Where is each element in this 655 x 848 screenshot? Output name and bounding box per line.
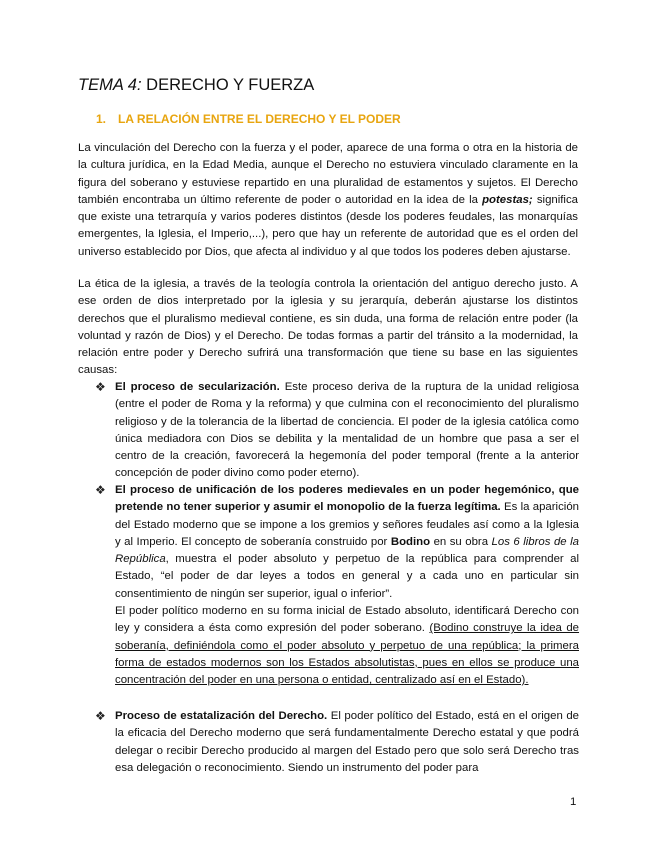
b2-text-a: Es la aparición del Estado moderno que se impone a los gremios y señores feudales así como a la Iglesia y al Imperio. El concepto de soberanía construido por xyxy=(115,501,579,548)
bullet-secularizacion xyxy=(95,379,580,483)
b1-lead: El proceso de secularización. xyxy=(115,381,280,393)
b2-text-b: en su obra xyxy=(430,535,492,548)
section-label: LA RELACIÓN ENTRE EL DERECHO Y EL PODER xyxy=(118,112,401,126)
p1-text-a: La vinculación del Derecho con la fuerza y el poder, aparece de una forma o otra en la historia de la cultura jurídica, en la Edad Media, aunque el Derecho no estuviera vinculado claramente en la figura del soberano y estuviese repartido en una pluralidad de estamentos y sujetos. El Derecho también encontraba un último referente de poder o autoridad en la idea de la xyxy=(78,142,578,206)
paragraph-1 xyxy=(78,140,578,261)
title-main: DERECHO Y FUERZA xyxy=(141,76,315,94)
p1-text-b: significa que existe una tetrarquía y varios poderes distintos (desde los poderes feudales, las monarquías emergentes, la Iglesia, el Imperio,...), pero que hay un referente de autoridad que es el orden del universo establecido por Dios, que afecta al individuo y al que todos los poderes deben ajustarse. xyxy=(78,193,578,258)
b3-lead: Proceso de estatalización del Derecho. xyxy=(115,710,328,722)
bullet-diamond-icon: ❖ xyxy=(95,380,106,394)
b2note-underlined: (Bodino construye la idea de soberanía, definiéndola como el poder absoluto y perpetuo de una república; la primera forma de estados modernos son los Estados absolutistas, pues en ellos se produce una concentración del poder en una persona o entidad, centralizado así en el Estado). xyxy=(115,622,580,686)
b2-lead: El proceso de unificación de los poderes medievales en un poder hegemónico, que pretende no tener superior y asumir el monopolio de la fuerza legítima. xyxy=(115,484,579,514)
paragraph-2: La ética de la iglesia, a través de la teología controla la orientación del antiguo derecho justo. A ese orden de dios interpretado por la iglesia y su jerarquía, deberán ajustarse los distintos derechos que el pluralismo medieval contiene, es sin duda, una forma de relación entre poder (la voluntad y razón de Dios) y el Derecho. De todas formas a partir del tránsito a la modernidad, la relación entre poder y Derecho sufrirá una transformación que tiene su base en las siguientes causas: xyxy=(78,278,578,377)
page-number: 1 xyxy=(570,796,577,808)
page-title xyxy=(78,76,314,95)
bullet-unificacion xyxy=(95,482,579,603)
b2-text-c: , muestra el poder absoluto y perpetuo de la república para comprender al Estado, “el poder de dar leyes a todos en general y a cada uno en particular sin consentimiento de ningún ser superior, igual o inferior”. xyxy=(115,553,579,600)
work-title: Los 6 libros de la República xyxy=(115,535,579,565)
bullet-estatalizacion xyxy=(95,708,579,777)
title-prefix: TEMA 4: xyxy=(78,76,142,94)
term-potestas: potestas; xyxy=(482,193,533,206)
section-number: 1. xyxy=(96,112,107,126)
author-bodino: Bodino xyxy=(390,535,431,548)
bullet-unificacion-note xyxy=(115,603,579,689)
b3-text: El poder político del Estado, está en el origen de la eficacia del Derecho moderno que será fundamentalmente Derecho estatal y que podrá delegar o recibir Derecho producido al margen del Estado pero que solo será Derecho tras esa delegación o reconocimiento. Siendo un instrumento del poder para xyxy=(115,710,579,774)
bullet-diamond-icon: ❖ xyxy=(95,709,106,723)
bullet-diamond-icon: ❖ xyxy=(95,483,106,497)
b2note-text: El poder político moderno en su forma inicial de Estado absoluto, identificará Derecho con ley y considera a ésta como expresión del poder soberano. xyxy=(115,605,579,635)
section-heading xyxy=(96,112,401,126)
b1-text: Este proceso deriva de la ruptura de la unidad religiosa (entre el poder de Roma y la reforma) y que culmina con el reconocimiento del pluralismo religioso y de la tolerancia de la libertad de conciencia. El poder de la iglesia católica como única mediadora con Dios se debilita y la mentalidad de un hombre que pasa a ser el centro de la creación, favorecerá la hegemonía del poder temporal (frente a la anterior concepción de poder divino como poder eterno). xyxy=(115,381,580,480)
